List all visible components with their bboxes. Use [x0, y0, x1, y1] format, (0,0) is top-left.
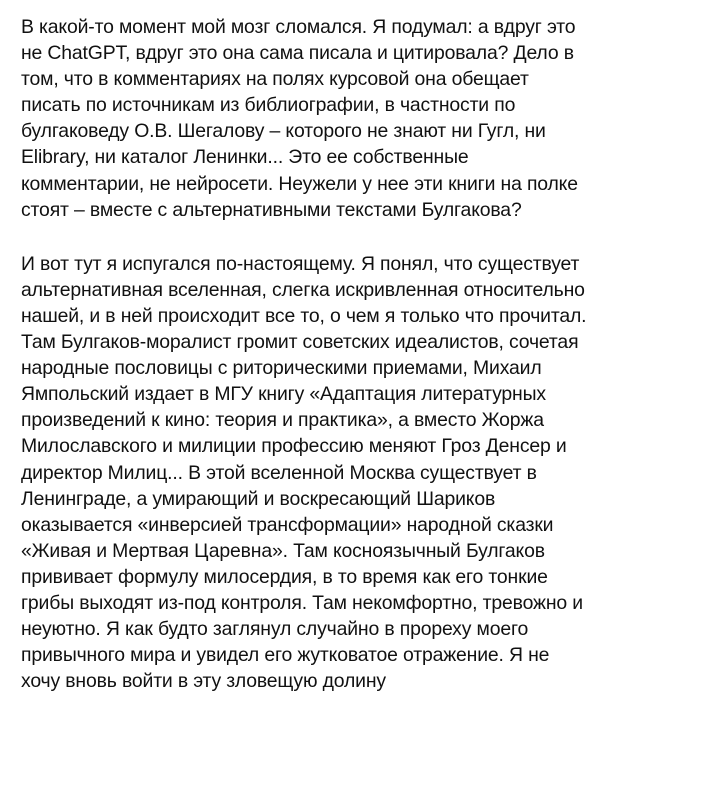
text-line: произведений к кино: теория и практика», а вместо Жоржа	[21, 409, 544, 432]
text-line: Ленинграде, а умирающий и воскресающий Шариков	[21, 487, 496, 510]
text-line: писать по источникам из библиографии, в частности по	[21, 94, 516, 117]
text-line: нашей, и в ней происходит все то, о чем я только что прочитал.	[21, 304, 587, 327]
text-line: не ChatGPT, вдруг это она сама писала и цитировала? Дело в	[21, 42, 574, 65]
text-line: Милославского и милиции профессию меняют Гроз Денсер и	[21, 435, 567, 458]
text-line: прививает формулу милосердия, в то время как его тонкие	[21, 565, 548, 588]
text-line: И вот тут я испугался по-настоящему. Я понял, что существует	[21, 252, 580, 275]
paragraph-2	[21, 251, 701, 695]
text-line: оказывается «инверсией трансформации» народной сказки	[21, 513, 554, 536]
text-line: Elibrary, ни каталог Ленинки... Это ее собственные	[21, 146, 469, 169]
text-line: грибы выходят из-под контроля. Там некомфортно, тревожно и	[21, 591, 583, 614]
text-line: народные пословицы с риторическими приемами, Михаил	[21, 357, 542, 380]
text-line: комментарии, не нейросети. Неужели у нее эти книги на полке	[21, 172, 578, 195]
text-line: неуютно. Я как будто заглянул случайно в прореху моего	[21, 618, 529, 641]
paragraph-gap	[21, 223, 701, 251]
text-line: стоят – вместе с альтернативными текстами Булгакова?	[21, 198, 522, 221]
text-line: привычного мира и увидел его жутковатое отражение. Я не	[21, 644, 550, 667]
text-line: Там Булгаков-моралист громит советских идеалистов, сочетая	[21, 331, 579, 354]
text-line: «Живая и Мертвая Царевна». Там косноязычный Булгаков	[21, 539, 545, 562]
text-line: хочу вновь войти в эту зловещую долину	[21, 670, 386, 693]
message-text	[21, 14, 701, 694]
text-line: альтернативная вселенная, слегка искривленная относительно	[21, 278, 585, 301]
text-line: директор Милиц... В этой вселенной Москва существует в	[21, 461, 537, 484]
text-line: В какой-то момент мой мозг сломался. Я подумал: а вдруг это	[21, 16, 576, 38]
text-line: том, что в комментариях на полях курсовой она обещает	[21, 68, 529, 91]
paragraph-1	[21, 14, 701, 223]
text-line: Ямпольский издает в МГУ книгу «Адаптация литературных	[21, 383, 546, 406]
text-line: булгаковеду О.В. Шегалову – которого не знают ни Гугл, ни	[21, 120, 546, 143]
